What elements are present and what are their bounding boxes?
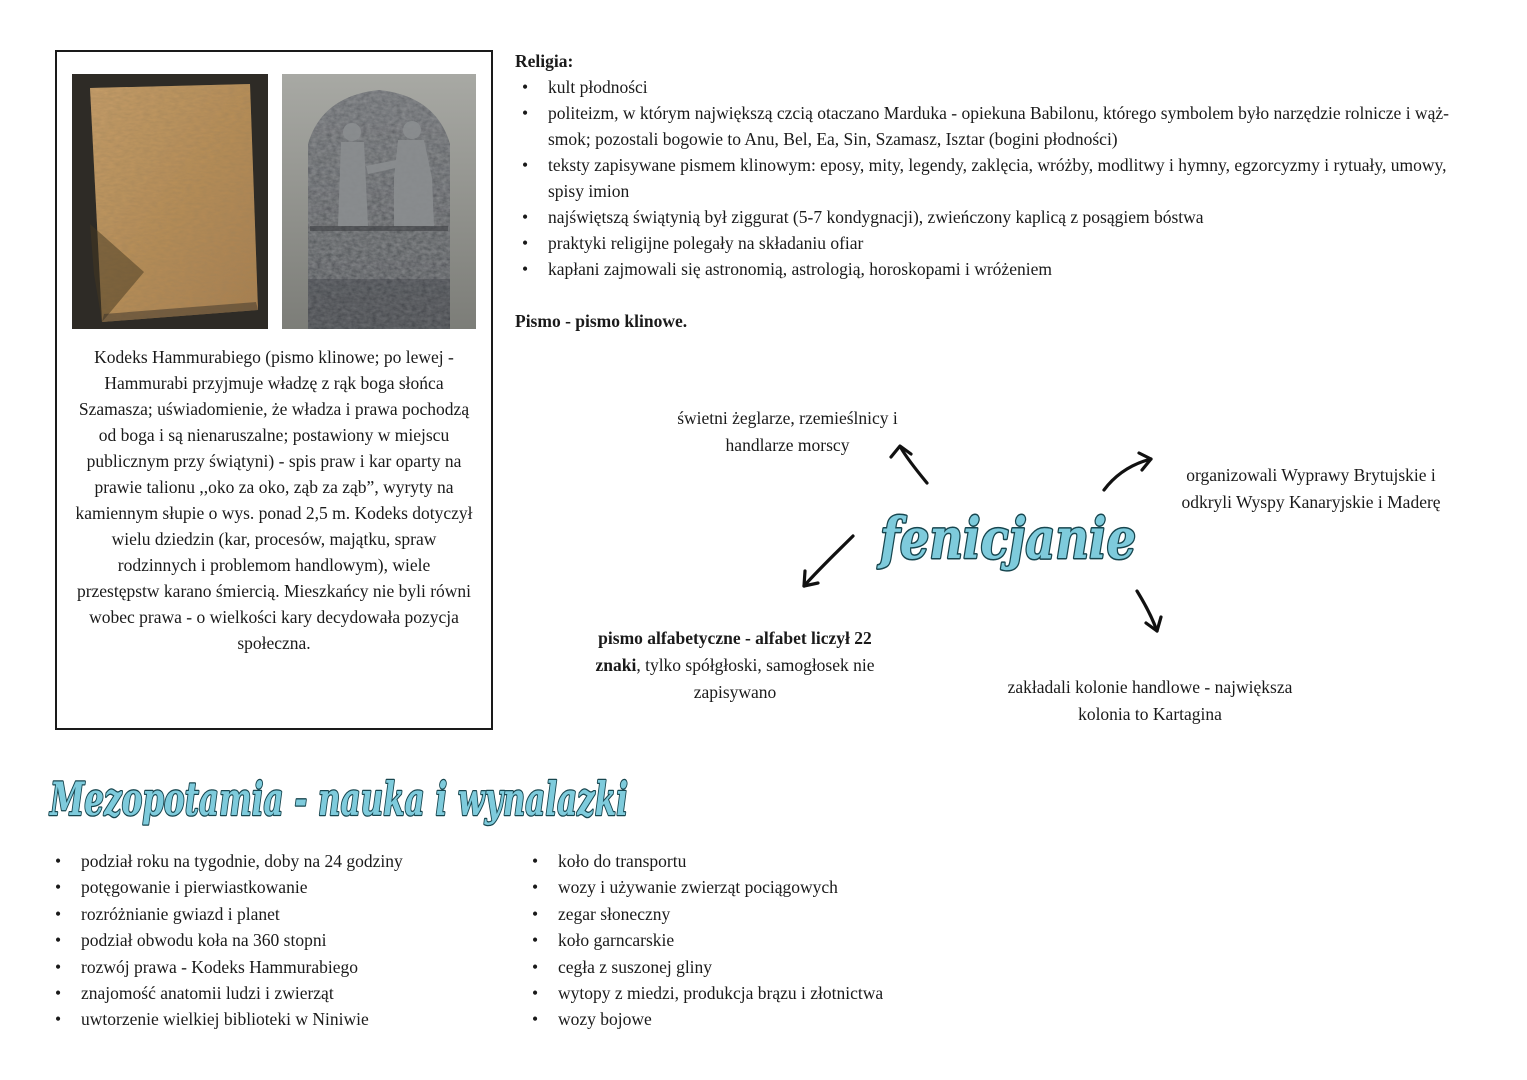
list-item: • podział roku na tygodnie, doby na 24 godziny [48,848,518,874]
figure-caption: Kodeks Hammurabiego (pismo klinowe; po lewej - Hammurabi przyjmuje władzę z rąk boga słońca Szamasza; uświadomienie, że władza i prawa pochodzą od boga i są nienaruszalne; postawiony w miejscu publicznym przy świątyni) - spis praw i kar oparty na prawie talionu ,,oko za oko, ząb za ząb”, wyryty na kamiennym słupie o wys. ponad 2,5 m. Kodeks dotyczył wielu dziedzin (kar, procesów, majątku, spraw rodzinnych i problemom handlowym), wiele przestępstw karano śmiercią. Mieszkańcy nie byli równi wobec prawa - o wielkości kary decydowała pozycja społeczna. [75,347,473,653]
list-item: • kapłani zajmowali się astronomią, astrologią, horoskopami i wróżeniem [515,256,1465,282]
list-item: • koło garncarskie [525,927,995,953]
list-item: • rozwój prawa - Kodeks Hammurabiego [48,954,518,980]
list-item: • najświętszą świątynią był ziggurat (5-7 kondygnacji), zwieńczony kaplicą z posągiem bóstwa [515,204,1465,230]
list-item: • praktyki religijne polegały na składaniu ofiar [515,230,1465,256]
list-item: • cegła z suszonej gliny [525,954,995,980]
mindmap-node-alphabet-bold: pismo alfabetyczne - alfabet liczył 22 znaki [595,628,872,675]
figure-images [57,52,491,329]
list-item: • uwtorzenie wielkiej biblioteki w Niniwie [48,1006,518,1032]
mindmap-node-colonies: zakładali kolonie handlowe - największa kolonia to Kartagina [1007,677,1293,724]
mindmap-center-title-graphic [858,496,1158,588]
science-heading: Mezopotamia - nauka i wynalazki [48,772,628,826]
science-list-right [525,848,995,1033]
mindmap-node-alphabet-rest: , tylko spółgłoski, samogłosek nie zapisywano [636,655,875,702]
list-item: • wozy i używanie zwierząt pociągowych [525,874,995,900]
list-item: • teksty zapisywane pismem klinowym: eposy, mity, legendy, zaklęcia, wróżby, modlitwy i hymny, egzorcyzmy i rytuały, umowy, spisy imion [515,152,1465,204]
religion-section [515,48,1465,334]
arrow-bottom-right-icon [1137,591,1161,631]
list-item: • politeizm, w którym największą czcią otaczano Marduka - opiekuna Babilonu, którego symbolem było narzędzie rolnicze i wąż-smok; pozostali bogowie to Anu, Bel, Ea, Sin, Szamasz, Isztar (bogini płodności) [515,100,1465,152]
mindmap-node-alphabet [585,625,885,706]
arrow-bottom-left-icon [804,536,853,586]
hammurabi-tablet-image [72,74,268,329]
list-item: • podział obwodu koła na 360 stopni [48,927,518,953]
list-item: • wozy bojowe [525,1006,995,1032]
list-item: • koło do transportu [525,848,995,874]
list-item: • znajomość anatomii ludzi i zwierząt [48,980,518,1006]
list-item: • kult płodności [515,74,1465,100]
list-item: • zegar słoneczny [525,901,995,927]
list-item: • rozróżnianie gwiazd i planet [48,901,518,927]
arrow-top-right-icon [1104,453,1151,490]
religion-heading: Religia: [515,51,574,71]
science-list-left [48,848,518,1033]
religion-list [515,74,1465,282]
mindmap-node-sailors: świetni żeglarze, rzemieślnicy i handlarze morscy [677,408,898,455]
science-heading-graphic [45,765,695,837]
figure-box [55,50,493,730]
hammurabi-stele-image [282,74,476,329]
list-item: • potęgowanie i pierwiastkowanie [48,874,518,900]
mindmap-node-expeditions: organizowali Wyprawy Brytujskie i odkryli Wyspy Kanaryjskie i Maderę [1181,465,1441,512]
mindmap-center-title: fenicjanie [876,506,1136,572]
pismo-note: Pismo - pismo klinowe. [515,311,688,331]
list-item: • wytopy z miedzi, produkcja brązu i złotnictwa [525,980,995,1006]
